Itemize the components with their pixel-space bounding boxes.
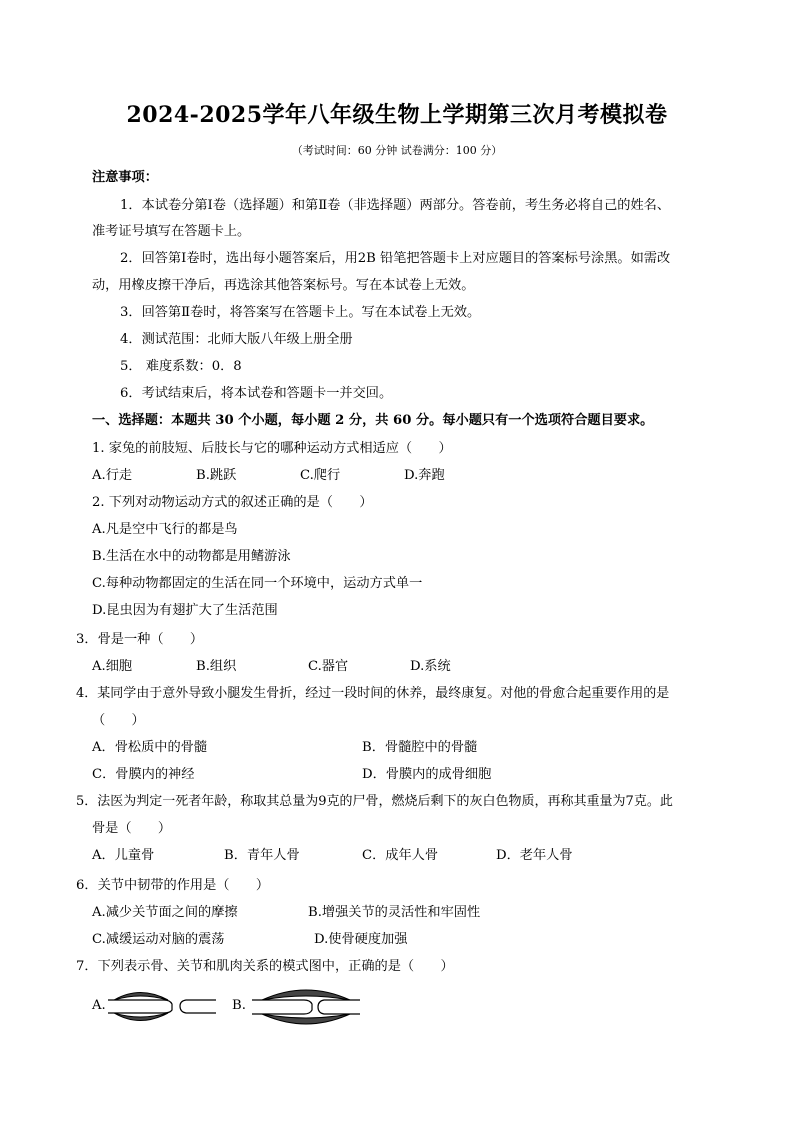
option: D.昆虫因为有翅扩大了生活范围: [92, 603, 278, 618]
question-stem: 7．下列表示骨、关节和肌肉关系的模式图中，正确的是（ ）: [76, 959, 454, 974]
section-heading: 一、选择题：本题共 30 个小题，每小题 2 分，共 60 分。每小题只有一个选项符合题目要求。: [92, 413, 654, 428]
option: D．骨膜内的成骨细胞: [362, 767, 492, 782]
option: A．骨松质中的骨髓: [92, 740, 208, 755]
figure-label-b: B.: [232, 998, 246, 1013]
option: B.增强关节的灵活性和牢固性: [308, 905, 481, 920]
option: C．骨膜内的神经: [92, 767, 195, 782]
option: D.奔跑: [404, 468, 445, 483]
option: C.器官: [308, 659, 349, 674]
option: C.爬行: [300, 468, 341, 483]
note-item: 2．回答第Ⅰ卷时，选出每小题答案后，用2B 铅笔把答题卡上对应题目的答案标号涂黑。如需改: [120, 251, 671, 266]
option: B．青年人骨: [224, 848, 300, 863]
note-item: 6．考试结束后，将本试卷和答题卡一并交回。: [120, 386, 393, 401]
question-stem: 5．法医为判定一死者年龄，称取其总量为9克的尸骨，燃烧后剩下的灰白色物质，再称其重量为7克。此: [76, 794, 673, 809]
muscle-bone-diagram-b: [248, 984, 364, 1028]
question-stem-cont: 骨是（ ）: [92, 821, 172, 836]
question-stem: 4．某同学由于意外导致小腿发生骨折，经过一段时间的休养，最终康复。对他的骨愈合起重要作用的是: [76, 686, 670, 701]
option: C.每种动物都固定的生活在同一个环境中，运动方式单一: [92, 576, 423, 591]
question-stem: 1. 家兔的前肢短、后肢长与它的哪种运动方式相适应（ ）: [92, 441, 452, 456]
notes-heading: 注意事项：: [92, 170, 158, 185]
option: A．儿童骨: [92, 848, 155, 863]
option: B．骨髓腔中的骨髓: [362, 740, 478, 755]
option: A.凡是空中飞行的都是鸟: [92, 522, 238, 537]
option: C.减缓运动对脑的震荡: [92, 932, 225, 947]
note-item: 动，用橡皮擦干净后，再选涂其他答案标号。写在本试卷上无效。: [92, 278, 475, 293]
muscle-bone-diagram-a: [104, 986, 220, 1026]
exam-info: （考试时间：60 分钟 试卷满分：100 分）: [291, 144, 503, 157]
option: B.生活在水中的动物都是用鳍游泳: [92, 549, 291, 564]
question-stem-cont: （ ）: [92, 713, 145, 728]
option: A.细胞: [92, 659, 133, 674]
note-item: 准考证号填写在答题卡上。: [92, 224, 251, 239]
option: D.使骨硬度加强: [314, 932, 408, 947]
note-item: 4．测试范围：北师大版八年级上册全册: [120, 332, 353, 347]
option: B.跳跃: [196, 468, 237, 483]
question-stem: 3．骨是一种（ ）: [76, 632, 204, 647]
option: C．成年人骨: [362, 848, 439, 863]
page-title: 2024-2025学年八年级生物上学期第三次月考模拟卷: [126, 102, 668, 128]
option: B.组织: [196, 659, 237, 674]
option: D．老年人骨: [496, 848, 573, 863]
question-stem: 2. 下列对动物运动方式的叙述正确的是（ ）: [92, 495, 373, 510]
option: A.减少关节面之间的摩擦: [92, 905, 238, 920]
option: A.行走: [92, 468, 133, 483]
note-item: 1．本试卷分第Ⅰ卷（选择题）和第Ⅱ卷（非选择题）两部分。答卷前，考生务必将自己的姓名、: [120, 198, 671, 213]
question-stem: 6．关节中韧带的作用是（ ）: [76, 878, 270, 893]
note-item: 3．回答第Ⅱ卷时，将答案写在答题卡上。写在本试卷上无效。: [120, 305, 481, 320]
option: D.系统: [410, 659, 451, 674]
figure-label-a: A.: [92, 998, 106, 1013]
note-item: 5． 难度系数：0．8: [120, 359, 242, 374]
